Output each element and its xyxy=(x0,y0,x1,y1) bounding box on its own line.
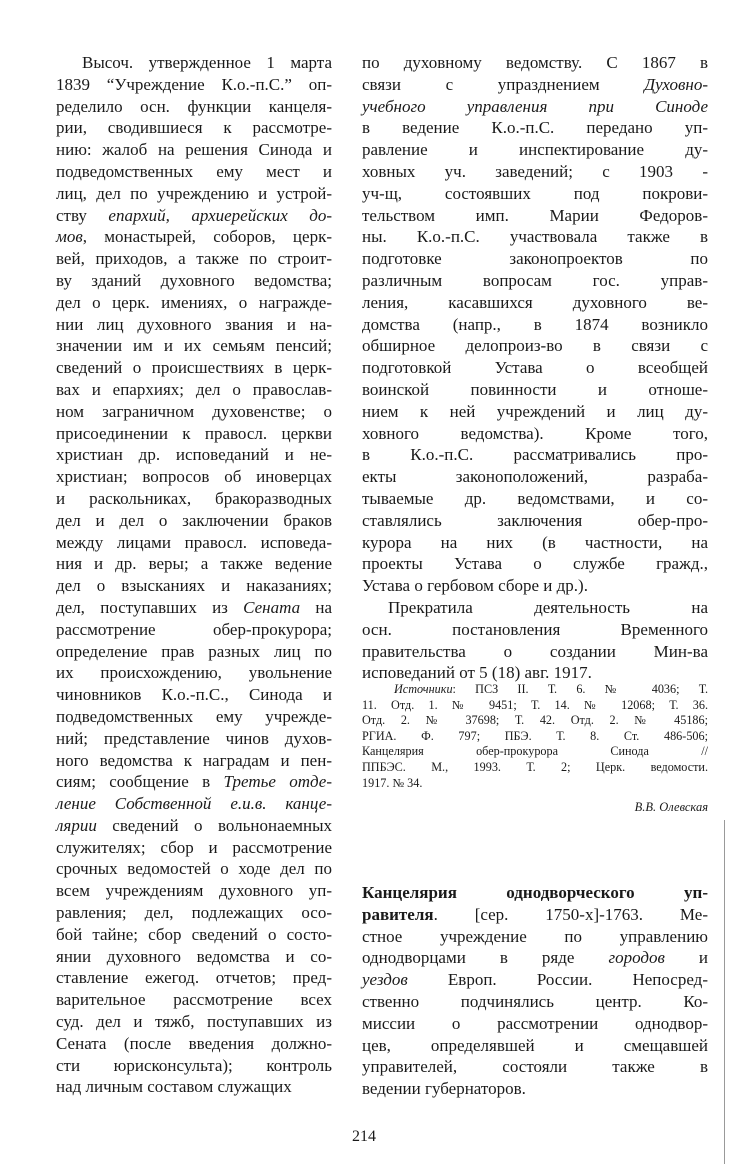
text-line: курора на них (в частности, на xyxy=(362,532,708,552)
text-line: ховных уч. заведений; с 1903 - xyxy=(362,161,708,181)
text-line: уч-щ, состоявших под покрови- xyxy=(362,183,708,203)
text-line: обширное делопроиз-во в связи с xyxy=(362,336,708,356)
text-line: ву зданий духовного ведомства; xyxy=(56,270,332,290)
text-line: воинской повинности и отноше- xyxy=(362,379,708,399)
text-line xyxy=(56,597,332,619)
text-segment: : ПСЗ II. Т. 6. № 4036; Т. xyxy=(452,682,708,696)
text-line xyxy=(56,793,332,815)
text-line: рассмотрение обер-прокурора; xyxy=(56,619,332,639)
text-line: ставлялись заключения обер-про- xyxy=(362,510,708,530)
text-line: сти юрисконсульта); контроль xyxy=(56,1055,332,1075)
text-segment: на xyxy=(300,597,332,617)
text-line: в ведение К.о.-п.С. передано уп- xyxy=(362,118,708,138)
text-line: равления; дел, подлежащих осо- xyxy=(56,903,332,923)
text-segment: ству xyxy=(56,205,109,225)
text-line: ППБЭС. М., 1993. Т. 2; Церк. ведомости. xyxy=(362,759,708,774)
text-line: равление и инспектирование ду- xyxy=(362,140,708,160)
scan-edge-line xyxy=(724,820,725,1164)
text-line: служителях; сбор и рассмотрение xyxy=(56,837,332,857)
text-line xyxy=(362,96,708,118)
text-line: присоединении к правосл. церкви xyxy=(56,423,332,443)
text-line: и раскольниках, бракоразводных xyxy=(56,488,332,508)
text-line: над личным составом служащих xyxy=(56,1077,292,1097)
text-line: ния и др. веры; а также ведение xyxy=(56,554,332,574)
text-segment: . [сер. 1750-х]-1763. Ме- xyxy=(433,904,708,924)
text-line xyxy=(362,904,708,926)
text-line: тываемые др. ведомствами, и со- xyxy=(362,488,708,508)
left-column xyxy=(56,52,332,1098)
text-line: бой тайне; сбор сведений о состо- xyxy=(56,924,332,944)
italic-text: городов xyxy=(608,948,665,968)
text-line: их происхождению, увольнение xyxy=(56,663,332,683)
italic-text: Духовно- xyxy=(644,74,708,94)
text-line: Прекратила деятельность на xyxy=(388,597,708,617)
text-line: подведомственных ему мест и xyxy=(56,161,332,181)
text-line: Высоч. утвержденное 1 марта xyxy=(82,53,332,72)
page-number: 214 xyxy=(352,1128,376,1145)
text-line: 1917. № 34. xyxy=(362,775,423,790)
text-line: ного ведомства к наградам и пен- xyxy=(56,750,332,770)
text-line: всем учреждениям духовного уп- xyxy=(56,881,332,901)
text-line: миссии о рассмотрении однодвор- xyxy=(362,1013,708,1033)
text-line: между лицами правосл. исповеда- xyxy=(56,532,332,552)
text-line: проекты Устава о службе гражд., xyxy=(362,554,708,574)
text-line: стное учреждение по управлению xyxy=(362,926,708,946)
italic-text: епархий, архиерейских до- xyxy=(108,205,333,225)
text-line: екты законоположений, разраба- xyxy=(362,467,708,487)
text-line xyxy=(56,226,332,248)
text-line: ставление ежегод. отчетов; пред- xyxy=(56,968,332,988)
text-line xyxy=(362,969,708,991)
text-line: Сената (после введения должно- xyxy=(56,1033,332,1053)
text-segment: связи с упразднением xyxy=(362,74,645,94)
text-line: Устава о гербовом сборе и др.). xyxy=(362,576,588,596)
text-segment: дел, поступавших из xyxy=(56,597,244,617)
text-line: варительное рассмотрение всех xyxy=(56,990,332,1010)
italic-text: Третье отде- xyxy=(223,772,332,792)
text-line: вах и епархиях; дел о православ- xyxy=(56,379,332,399)
text-line: христиан др. исповеданий и не- xyxy=(56,445,332,465)
text-line: правительства о создании Мин-ва xyxy=(362,641,708,661)
text-line: домства (напр., в 1874 возникло xyxy=(362,314,708,334)
text-line xyxy=(362,947,708,969)
encyclopedia-entry xyxy=(362,882,708,1100)
text-line: подготовкой Устава о всеобщей xyxy=(362,358,708,378)
text-line: срочных ведомостей о ходе дел по xyxy=(56,859,332,879)
text-line: сведений о происшествиях в церк- xyxy=(56,358,332,378)
text-line: ведении губернаторов. xyxy=(362,1079,526,1099)
text-line: подготовке законопроектов по xyxy=(362,249,708,269)
text-line: рии, сводившиеся к рассмотре- xyxy=(56,118,332,138)
italic-text: лярии xyxy=(56,815,97,835)
text-segment: , монастырей, соборов, церк- xyxy=(82,227,332,247)
text-segment: однодворцами в ряде xyxy=(362,948,609,968)
text-line: ны. К.о.-п.С. участвовала также в xyxy=(362,227,708,247)
text-line: 1839 “Учреждение К.о.-п.С.” оп- xyxy=(56,74,332,94)
text-segment: сиям; сообщение в xyxy=(56,772,224,792)
text-line: 11. Отд. 1. № 9451; Т. 14. № 12068; Т. 36. xyxy=(362,697,708,712)
text-line: дел и дел о заключении браков xyxy=(56,510,332,530)
text-line: вей, приходов, а также по строит- xyxy=(56,249,332,269)
text-line xyxy=(56,205,332,227)
text-line xyxy=(362,74,708,96)
text-line: ховного ведомства). Кроме того, xyxy=(362,423,708,443)
sources-block xyxy=(362,682,708,791)
bold-heading: Канцелярия однодворческого уп- xyxy=(362,883,708,902)
bold-heading: равителя xyxy=(362,904,434,924)
text-line: нию: жалоб на решения Синода и xyxy=(56,140,332,160)
text-line: в К.о.-п.С. рассматривались про- xyxy=(362,445,708,465)
text-line: ления, касавшихся духовного ве- xyxy=(362,292,708,312)
text-line: христиан; вопросов об иноверцах xyxy=(56,467,332,487)
text-line: ределило осн. функции канцеля- xyxy=(56,96,332,116)
italic-text: Источники xyxy=(394,682,453,696)
italic-text: учебного управления при Синоде xyxy=(362,96,708,116)
text-line xyxy=(362,882,708,904)
text-line: по духовному ведомству. С 1867 в xyxy=(362,53,708,72)
text-line: Канцелярия обер-прокурора Синода // xyxy=(362,744,708,759)
text-line xyxy=(362,682,708,698)
text-line: дел о церк. имениях, о награжде- xyxy=(56,292,332,312)
text-line: ний; представление чинов духов- xyxy=(56,728,332,748)
text-line: РГИА. Ф. 797; ПБЭ. Т. 8. Ст. 486-506; xyxy=(362,728,708,743)
italic-text: уездов xyxy=(362,970,408,990)
text-line: определение прав разных лиц по xyxy=(56,641,332,661)
italic-text: Сената xyxy=(243,597,301,617)
text-line: управителей, состояли также в xyxy=(362,1057,708,1077)
text-line: чиновников К.о.-п.С., Синода и xyxy=(56,685,332,705)
text-line: дел о взысканиях и наказаниях; xyxy=(56,576,332,596)
text-line: суд. дел и тяжб, поступавших из xyxy=(56,1012,332,1032)
text-segment: Европ. России. Непосред- xyxy=(407,970,708,990)
text-segment: и xyxy=(664,948,708,968)
text-line: нии лиц духовного звания и на- xyxy=(56,314,332,334)
text-line: исповеданий от 5 (18) авг. 1917. xyxy=(362,663,592,683)
text-line: янии духовного ведомства и со- xyxy=(56,946,332,966)
text-line: нием к ней учреждений и лиц ду- xyxy=(362,401,708,421)
author-signature: В.В. Олевская xyxy=(634,800,708,814)
text-line: цев, определявшей и смещавшей xyxy=(362,1035,708,1055)
text-line: тельством имп. Марии Федоров- xyxy=(362,205,708,225)
text-segment: сведений о вольнонаемных xyxy=(96,815,332,835)
text-line xyxy=(56,771,332,793)
text-line: ственно подчинялись центр. Ко- xyxy=(362,991,708,1011)
text-line: осн. постановления Временного xyxy=(362,619,708,639)
text-line xyxy=(56,815,332,837)
italic-text: мов xyxy=(56,227,83,247)
italic-text: ление Собственной е.и.в. канце- xyxy=(56,794,332,814)
right-column xyxy=(362,52,708,684)
text-line: лиц, дел по учреждению и устрой- xyxy=(56,183,332,203)
text-line: различным вопросам гос. управ- xyxy=(362,270,708,290)
text-line: подведомственных ему учрежде- xyxy=(56,706,332,726)
text-line: ном заграничном духовенстве; о xyxy=(56,401,332,421)
text-line: значении им и их семьям пенсий; xyxy=(56,336,332,356)
text-line: Отд. 2. № 37698; Т. 42. Отд. 2. № 45186; xyxy=(362,713,708,728)
